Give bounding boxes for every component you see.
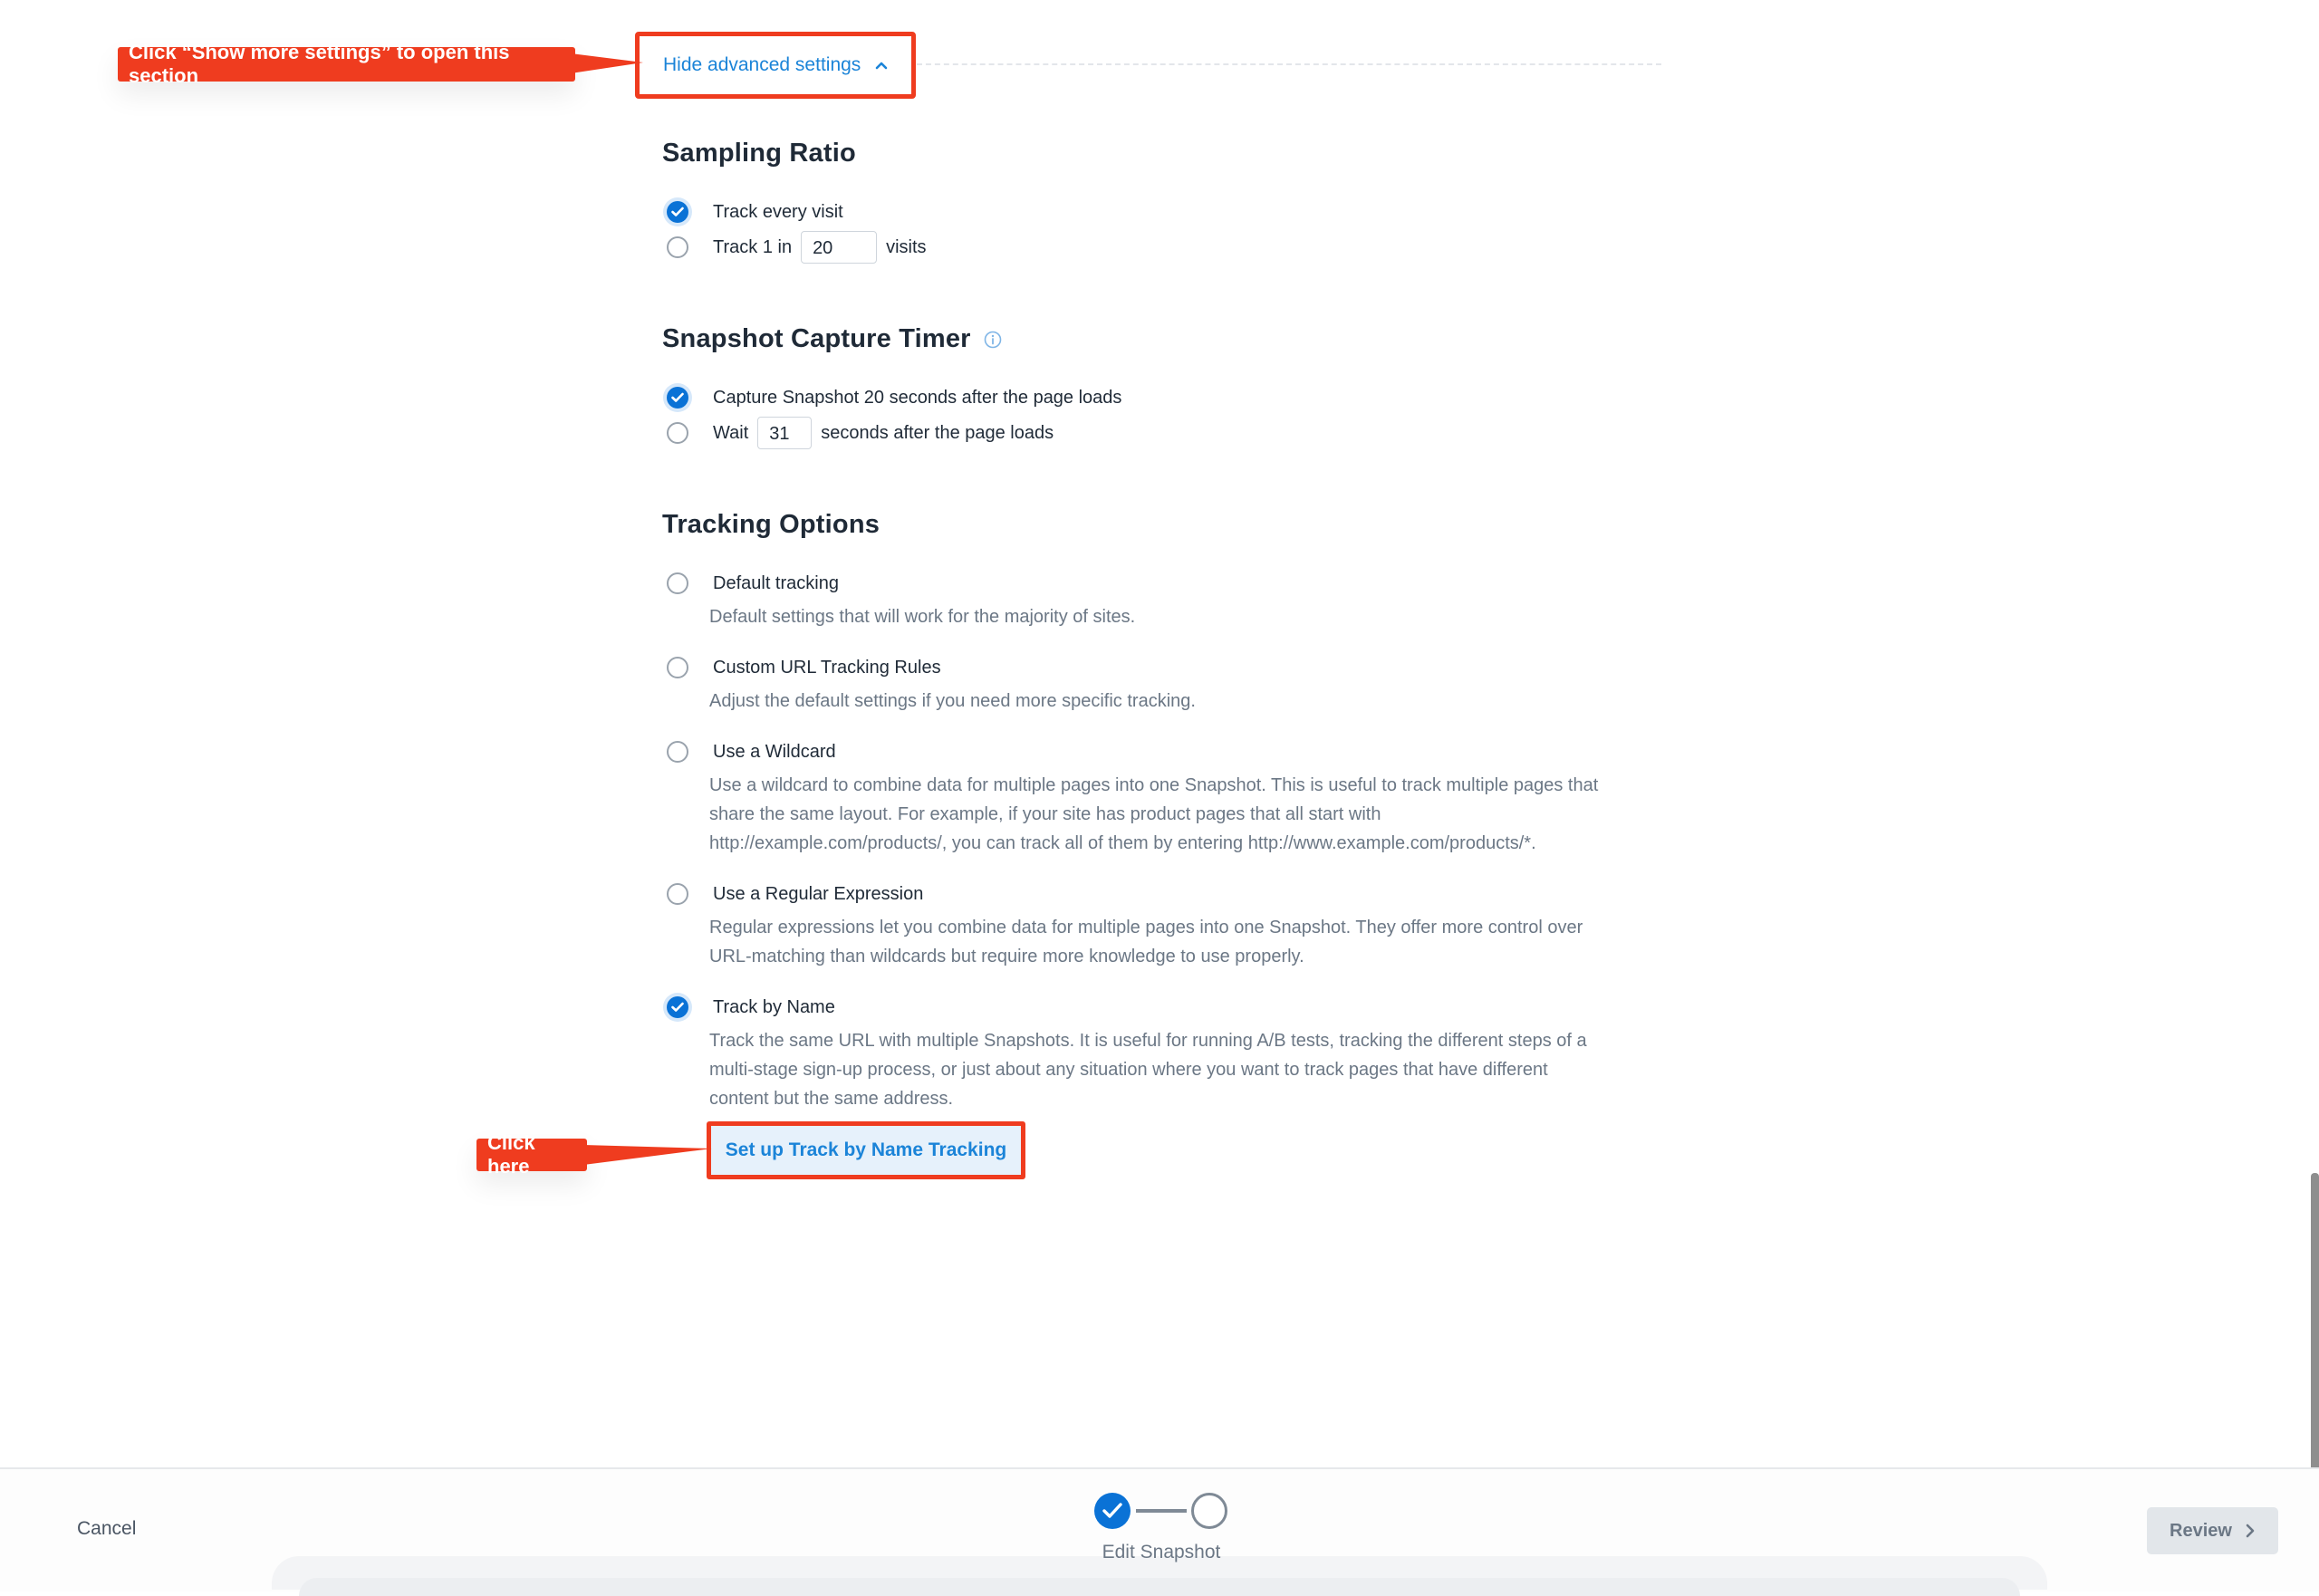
review-button[interactable] (2147, 1507, 2278, 1554)
radio-checked[interactable] (667, 387, 688, 409)
sampling-ratio-input[interactable]: 20 (801, 231, 877, 264)
step-complete-icon (1094, 1493, 1131, 1529)
radio-unchecked[interactable] (667, 422, 688, 444)
annotation-callout-bottom-text: Click here (487, 1131, 535, 1178)
description-line: Track the same URL with multiple Snapshots. It is useful for running A/B tests, tracking the different steps of a (709, 1031, 1587, 1051)
description-line: multi-stage sign-up process, or just about any situation where you want to track pages that have different (709, 1060, 1548, 1080)
tracking-option-description (709, 687, 1669, 716)
annotation-arrow-top (571, 50, 643, 77)
setup-track-by-name-label: Set up Track by Name Tracking (725, 1139, 1007, 1160)
section-divider (917, 63, 1661, 65)
timer-option-wait-suffix: seconds after the page loads (821, 422, 1054, 443)
hide-advanced-settings-label: Hide advanced settings (663, 54, 861, 75)
setup-track-by-name-button[interactable] (707, 1121, 1025, 1179)
radio-unchecked[interactable] (667, 236, 688, 258)
timer-option-wait-prefix: Wait (713, 422, 749, 443)
description-line: Use a wildcard to combine data for multiple pages into one Snapshot. This is useful to track multiple pages that (709, 775, 1599, 795)
tracking-option[interactable] (667, 883, 923, 905)
tracking-option-description (709, 913, 1669, 971)
tracking-option-description (709, 771, 1669, 858)
info-icon[interactable] (984, 331, 1002, 349)
radio-unchecked[interactable] (667, 572, 688, 594)
description-line: URL-matching than wildcards but require more knowledge to use properly. (709, 947, 1304, 966)
sampling-option-every-visit[interactable] (667, 201, 843, 223)
description-line: Default settings that will work for the majority of sites. (709, 607, 1136, 627)
review-button-label: Review (2170, 1520, 2232, 1541)
description-line: content but the same address. (709, 1089, 954, 1109)
tracking-option-description (709, 1026, 1669, 1113)
snapshot-timer-title: Snapshot Capture Timer (662, 324, 971, 353)
annotation-arrow-bottom (583, 1141, 712, 1168)
chevron-right-icon (2245, 1523, 2256, 1539)
step-label: Edit Snapshot (1102, 1542, 1221, 1562)
tracking-option[interactable] (667, 741, 836, 763)
tracking-option[interactable] (667, 572, 839, 594)
tracking-option-title: Custom URL Tracking Rules (713, 657, 941, 678)
tracking-options-title: Tracking Options (662, 510, 880, 539)
description-line: http://example.com/products/, you can track all of them by entering http://www.example.com/products/*. (709, 833, 1536, 853)
annotation-callout-top (118, 41, 575, 87)
timer-option-default[interactable] (667, 387, 1121, 409)
description-line: Regular expressions let you combine data for multiple pages into one Snapshot. They offer more control over (709, 918, 1583, 937)
tracking-option[interactable] (667, 996, 835, 1018)
tracking-option-title: Use a Wildcard (713, 741, 836, 762)
tracking-option-description (709, 602, 1669, 631)
sampling-option-every-visit-label: Track every visit (713, 201, 843, 222)
radio-checked[interactable] (667, 201, 688, 223)
tracking-option-title: Default tracking (713, 572, 839, 593)
timer-option-default-label: Capture Snapshot 20 seconds after the page loads (713, 387, 1122, 408)
radio-unchecked[interactable] (667, 741, 688, 763)
sampling-option-suffix: visits (886, 236, 927, 257)
tracking-option-title: Use a Regular Expression (713, 883, 924, 904)
chevron-up-icon (873, 57, 890, 73)
timer-option-wait[interactable] (667, 417, 1054, 449)
description-line: share the same layout. For example, if your site has product pages that all start with (709, 804, 1381, 824)
description-line: Adjust the default settings if you need more specific tracking. (709, 691, 1196, 711)
step-pending-icon (1191, 1493, 1227, 1529)
tracking-option-title: Track by Name (713, 996, 835, 1017)
annotation-callout-top-text: Click “Show more settings” to open this section (129, 41, 510, 87)
annotation-callout-bottom (476, 1131, 587, 1178)
step-connector (1136, 1509, 1187, 1513)
hide-advanced-settings-button[interactable] (635, 32, 916, 99)
wait-seconds-input[interactable]: 31 (757, 417, 812, 449)
radio-unchecked[interactable] (667, 657, 688, 678)
sampling-ratio-title: Sampling Ratio (662, 139, 856, 168)
tracking-option[interactable] (667, 657, 941, 678)
footer-shadow-inner (299, 1578, 2020, 1596)
sampling-option-one-in-n[interactable] (667, 231, 927, 264)
cancel-button[interactable]: Cancel (77, 1518, 137, 1539)
sampling-option-prefix: Track 1 in (713, 236, 793, 257)
radio-checked[interactable] (667, 996, 688, 1018)
radio-unchecked[interactable] (667, 883, 688, 905)
